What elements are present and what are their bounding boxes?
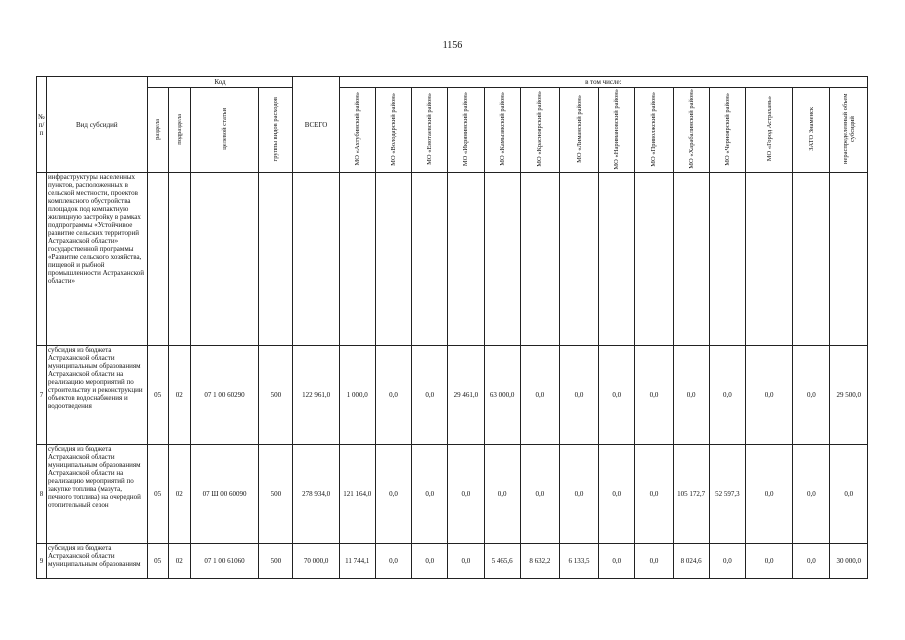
district-value: 11 744,1 xyxy=(339,544,375,579)
header-district: ЗАТО Знаменск xyxy=(793,88,830,173)
row-number: 8 xyxy=(37,445,47,544)
district-value: 29 461,0 xyxy=(448,346,484,445)
header-code-razdel: раздела xyxy=(147,88,168,173)
district-value: 0,0 xyxy=(412,445,448,544)
code-podrazdel: 02 xyxy=(168,544,190,579)
header-total: ВСЕГО xyxy=(293,77,339,173)
header-row-1 xyxy=(37,77,868,88)
header-row-2 xyxy=(37,88,868,173)
row-number xyxy=(37,173,47,346)
header-num: № п/п xyxy=(37,77,47,173)
total-value xyxy=(293,173,339,346)
code-group: 500 xyxy=(259,544,293,579)
district-value xyxy=(709,173,745,346)
code-podrazdel: 02 xyxy=(168,346,190,445)
district-value xyxy=(559,173,598,346)
district-value xyxy=(793,173,830,346)
district-value: 121 164,0 xyxy=(339,445,375,544)
district-value: 105 172,7 xyxy=(673,445,709,544)
district-value: 0,0 xyxy=(599,544,635,579)
district-value: 0,0 xyxy=(673,346,709,445)
district-value: 0,0 xyxy=(375,544,411,579)
code-target xyxy=(190,173,258,346)
header-district: МО «Красноярский район» xyxy=(520,88,559,173)
district-value xyxy=(673,173,709,346)
header-district: МО «Харабалинский район» xyxy=(673,88,709,173)
header-code-group: группы видов расходов xyxy=(259,88,293,173)
district-value xyxy=(484,173,520,346)
row-number: 9 xyxy=(37,544,47,579)
district-value: 0,0 xyxy=(793,544,830,579)
district-value: 0,0 xyxy=(375,445,411,544)
header-district: МО «Икрянинский район» xyxy=(448,88,484,173)
table-row xyxy=(37,445,868,544)
code-target: 07 Ш 00 60090 xyxy=(190,445,258,544)
code-razdel: 05 xyxy=(147,544,168,579)
district-value: 0,0 xyxy=(599,445,635,544)
code-podrazdel xyxy=(168,173,190,346)
district-value: 52 597,3 xyxy=(709,445,745,544)
header-district: МО «Приволжский район» xyxy=(635,88,673,173)
district-value: 0,0 xyxy=(375,346,411,445)
district-value: 0,0 xyxy=(484,445,520,544)
code-razdel: 05 xyxy=(147,346,168,445)
district-value: 8 024,6 xyxy=(673,544,709,579)
district-value xyxy=(375,173,411,346)
district-value xyxy=(520,173,559,346)
district-value: 5 465,6 xyxy=(484,544,520,579)
header-district: МО «Камызякский район» xyxy=(484,88,520,173)
district-value xyxy=(830,173,868,346)
row-number: 7 xyxy=(37,346,47,445)
district-value xyxy=(339,173,375,346)
header-code: Код xyxy=(147,77,293,88)
district-value: 0,0 xyxy=(412,544,448,579)
code-target: 07 1 00 60290 xyxy=(190,346,258,445)
code-razdel: 05 xyxy=(147,445,168,544)
district-value xyxy=(448,173,484,346)
table-row xyxy=(37,346,868,445)
subsidy-table xyxy=(36,76,868,579)
district-value: 0,0 xyxy=(412,346,448,445)
district-value: 0,0 xyxy=(830,445,868,544)
district-value: 8 632,2 xyxy=(520,544,559,579)
header-district: МО «Лиманский район» xyxy=(559,88,598,173)
code-target: 07 1 00 61060 xyxy=(190,544,258,579)
header-including: в том числе: xyxy=(339,77,867,88)
district-value xyxy=(412,173,448,346)
district-value: 0,0 xyxy=(520,445,559,544)
header-district: МО «Володарский район» xyxy=(375,88,411,173)
district-value: 0,0 xyxy=(559,445,598,544)
district-value xyxy=(635,173,673,346)
header-district: МО «Ахтубинский район» xyxy=(339,88,375,173)
subsidy-name: субсидия из бюджета Астраханской области муниципальным образованиям xyxy=(47,544,148,579)
district-value: 0,0 xyxy=(709,346,745,445)
district-value: 63 000,0 xyxy=(484,346,520,445)
district-value: 0,0 xyxy=(635,445,673,544)
page-number: 1156 xyxy=(442,40,463,51)
header-district: МО «Черноярский район» xyxy=(709,88,745,173)
district-value: 29 500,0 xyxy=(830,346,868,445)
header-district: МО «Енотаевский район» xyxy=(412,88,448,173)
subsidy-name: субсидия из бюджета Астраханской области муниципальным образованиям Астраханской области на реализацию мероприятий по закупке топлива (мазута, печного топлива) на очередной отопительный сезон xyxy=(47,445,148,544)
district-value: 6 133,5 xyxy=(559,544,598,579)
district-value: 30 000,0 xyxy=(830,544,868,579)
header-code-podrazdel: подраздела xyxy=(168,88,190,173)
district-value: 0,0 xyxy=(599,346,635,445)
district-value xyxy=(745,173,792,346)
district-value: 0,0 xyxy=(559,346,598,445)
district-value: 0,0 xyxy=(793,445,830,544)
district-value: 0,0 xyxy=(635,346,673,445)
district-value: 0,0 xyxy=(745,544,792,579)
total-value: 278 934,0 xyxy=(293,445,339,544)
district-value: 1 000,0 xyxy=(339,346,375,445)
code-group xyxy=(259,173,293,346)
total-value: 70 000,0 xyxy=(293,544,339,579)
district-value: 0,0 xyxy=(635,544,673,579)
district-value: 0,0 xyxy=(448,445,484,544)
code-group: 500 xyxy=(259,445,293,544)
district-value: 0,0 xyxy=(448,544,484,579)
district-value: 0,0 xyxy=(745,346,792,445)
header-code-target: целевой статьи xyxy=(190,88,258,173)
header-subsidy-type: Вид субсидий xyxy=(47,77,148,173)
code-podrazdel: 02 xyxy=(168,445,190,544)
district-value: 0,0 xyxy=(709,544,745,579)
header-district: нераспределенный объем субсидий xyxy=(830,88,868,173)
table-row xyxy=(37,173,868,346)
header-district: МО «Город Астрахань» xyxy=(745,88,792,173)
code-razdel xyxy=(147,173,168,346)
district-value xyxy=(599,173,635,346)
subsidy-name: инфраструктуры населенных пунктов, расположенных в сельской местности, проектов комплексного обустройства площадок под компактную жилищную застройку в рамках подпрограммы «Устойчивое развитие сельских территорий Астраханской области» государственной программы «Развитие сельского хозяйства, пищевой и рыбной промышленности Астраханской области» xyxy=(47,173,148,346)
code-group: 500 xyxy=(259,346,293,445)
total-value: 122 961,0 xyxy=(293,346,339,445)
subsidy-name: субсидия из бюджета Астраханской области муниципальным образованиям Астраханской области на реализацию мероприятий по строительству и реконструкции объектов водоснабжения и водоотведения xyxy=(47,346,148,445)
table-row xyxy=(37,544,868,579)
district-value: 0,0 xyxy=(520,346,559,445)
district-value: 0,0 xyxy=(745,445,792,544)
district-value: 0,0 xyxy=(793,346,830,445)
header-district: МО «Наримановский район» xyxy=(599,88,635,173)
